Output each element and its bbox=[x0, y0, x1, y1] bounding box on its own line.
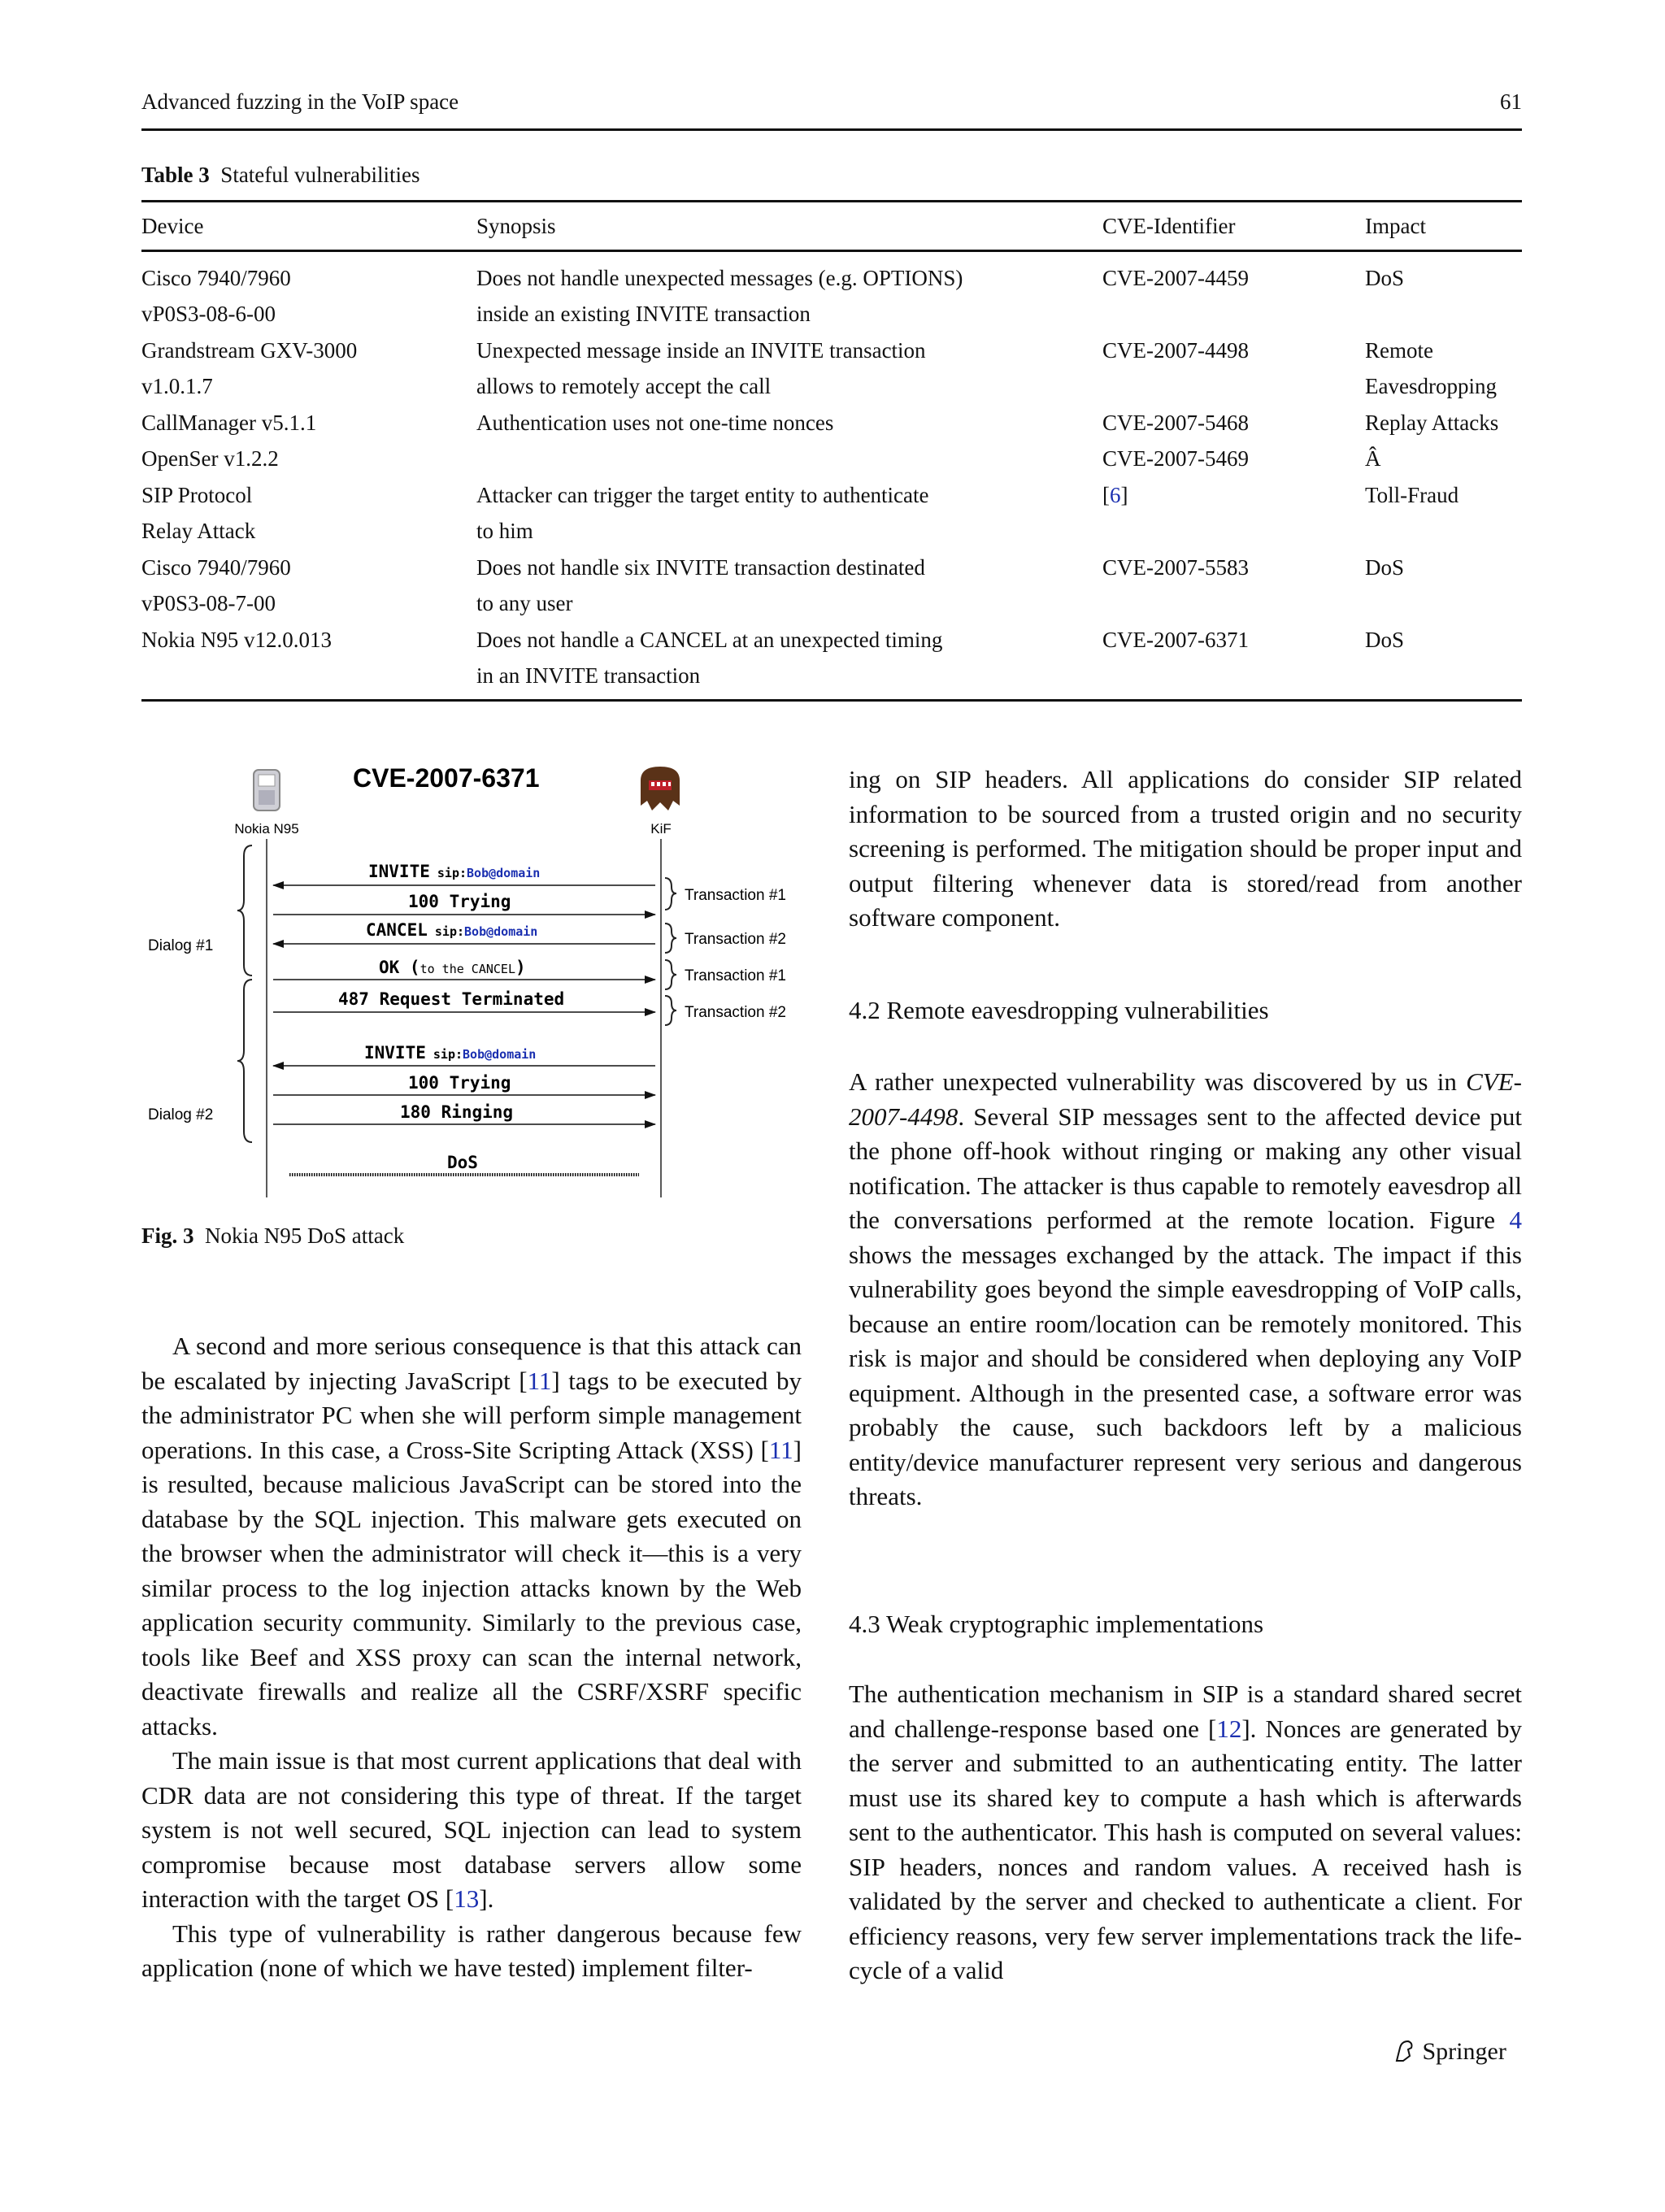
transaction-brace bbox=[665, 960, 676, 989]
table-cell: Relay Attack bbox=[141, 519, 256, 544]
msg-cancel: CANCEL sip:Bob@domain bbox=[366, 920, 538, 940]
vulnerability-table bbox=[141, 200, 1522, 702]
column-header: Device bbox=[141, 202, 476, 251]
msg-dos: DoS bbox=[447, 1153, 478, 1172]
citation-link[interactable]: 11 bbox=[768, 1435, 793, 1464]
table-cell: allows to remotely accept the call bbox=[476, 374, 772, 399]
paragraph: This type of vulnerability is rather dangerous because few application (none of which we have tested) implement filter- bbox=[141, 1919, 802, 1982]
right-column-intro bbox=[849, 763, 1522, 936]
table-cell bbox=[1102, 586, 1365, 623]
msg-invite-1: INVITE sip:Bob@domain bbox=[368, 862, 541, 881]
table-title: Stateful vulnerabilities bbox=[220, 163, 420, 187]
sip-dos-diagram bbox=[138, 752, 837, 1207]
msg-487: 487 Request Terminated bbox=[338, 989, 565, 1009]
table-cell: DoS bbox=[1365, 627, 1405, 652]
table-header-row bbox=[141, 202, 1522, 251]
table-cell: Grandstream GXV-3000 bbox=[141, 337, 358, 363]
table-row bbox=[141, 441, 1522, 478]
table-cell bbox=[1102, 514, 1365, 550]
table-cell: CVE-2007-4459 bbox=[1102, 265, 1249, 290]
table-row bbox=[141, 297, 1522, 333]
section-4-2-text bbox=[849, 1065, 1522, 1515]
table-caption bbox=[141, 163, 420, 188]
msg-ok: OK (to the CANCEL) bbox=[379, 958, 526, 977]
citation-link[interactable]: 12 bbox=[1216, 1714, 1242, 1743]
citation-link[interactable]: 6 bbox=[1110, 482, 1121, 507]
table-cell: inside an existing INVITE transaction bbox=[476, 302, 811, 327]
table-cell bbox=[1102, 658, 1365, 701]
dialog2-brace bbox=[237, 980, 252, 1142]
msg-trying-2: 100 Trying bbox=[408, 1073, 511, 1093]
paragraph: A rather unexpected vulnerability was discovered by us in CVE-2007-4498. Several SIP messages sent to the affected device put the phone off-hook without ringing or making any other visual notification. The attacker is thus capable to remotely eavesdrop all the conversations performed at the remote location. Figure 4 shows the messages exchanged by the attack. The impact if this vulnerability goes beyond the simple eavesdropping of VoIP calls, because an entire room/location can be remotely monitored. This risk is major and should be considered when deploying any VoIP equipment. Although in the presented case, a software error was probably the cause, such backdoors left by a malicious entity/device manufacturer represent very serious and dangerous threats. bbox=[849, 1067, 1522, 1510]
paragraph: ing on SIP headers. All applications do consider SIP related information to be sourced from a trusted origin and no security screening is performed. The mitigation should be proper input and output filtering whenever data is stored/read from another software component. bbox=[849, 765, 1522, 932]
paragraph: The authentication mechanism in SIP is a standard shared secret and challenge-response based one [12]. Nonces are generated by the server and submitted to an authenticating entity. The latter must use its shared key to compute a hash which is afterwards sent to the authenticator. This hash is computed on several values: SIP headers, nonces and random values. A received hash is validated by the server and checked to authenticate a client. For efficiency reasons, very few server implementations track the life-cycle of a valid bbox=[849, 1680, 1522, 1984]
running-title: Advanced fuzzing in the VoIP space bbox=[141, 89, 459, 114]
table-cell bbox=[1365, 514, 1522, 550]
table-row bbox=[141, 405, 1522, 441]
table-cell: v1.0.1.7 bbox=[141, 374, 213, 399]
table-cell bbox=[476, 441, 1102, 478]
msg-trying-1: 100 Trying bbox=[408, 892, 511, 911]
phone-icon bbox=[254, 770, 280, 810]
publisher-logo bbox=[1392, 2038, 1506, 2066]
table-cell bbox=[1365, 658, 1522, 701]
figure-link[interactable]: 4 bbox=[1509, 1206, 1522, 1234]
table-cell bbox=[1365, 297, 1522, 333]
table-cell bbox=[1102, 297, 1365, 333]
transaction-brace bbox=[665, 996, 676, 1025]
springer-horse-icon bbox=[1392, 2038, 1416, 2064]
citation-link[interactable]: 13 bbox=[454, 1884, 480, 1913]
table-cell: Does not handle a CANCEL at an unexpected timing bbox=[476, 627, 943, 652]
table-row bbox=[141, 332, 1522, 369]
transaction-label: Transaction #2 bbox=[685, 931, 786, 948]
section-heading: 4.2 Remote eavesdropping vulnerabilities bbox=[849, 996, 1269, 1024]
table-cell: Â bbox=[1365, 446, 1381, 472]
table-cell: OpenSer v1.2.2 bbox=[141, 446, 279, 472]
column-header: Synopsis bbox=[476, 202, 1102, 251]
table-cell: CVE-2007-5469 bbox=[1102, 446, 1249, 472]
table-cell: Unexpected message inside an INVITE transaction bbox=[476, 337, 926, 363]
figure-title: CVE-2007-6371 bbox=[353, 763, 540, 793]
table-row bbox=[141, 550, 1522, 586]
dialog1-brace bbox=[237, 845, 252, 976]
table-cell: Authentication uses not one-time nonces bbox=[476, 410, 834, 435]
table-row bbox=[141, 622, 1522, 658]
table-label: Table 3 bbox=[141, 163, 210, 187]
table-cell: to any user bbox=[476, 591, 573, 616]
table-cell bbox=[141, 658, 476, 701]
table-cell: SIP Protocol bbox=[141, 482, 253, 507]
left-entity-label: Nokia N95 bbox=[234, 821, 299, 837]
table-cell bbox=[1102, 369, 1365, 406]
table-cell: Remote bbox=[1365, 337, 1433, 363]
table-cell bbox=[1365, 586, 1522, 623]
transaction-label: Transaction #1 bbox=[685, 967, 786, 984]
paragraph: The main issue is that most current applications that deal with CDR data are not considering this type of threat. If the target system is not well secured, SQL injection can lead to system compromise because most database servers allow some interaction with the target OS [13]. bbox=[141, 1746, 802, 1913]
transaction-label: Transaction #1 bbox=[685, 887, 786, 904]
table-row bbox=[141, 658, 1522, 701]
table-row bbox=[141, 369, 1522, 406]
page-number: 61 bbox=[1500, 89, 1522, 114]
transaction-label: Transaction #2 bbox=[685, 1004, 786, 1021]
paragraph: A second and more serious consequence is that this attack can be escalated by injecting JavaScript [11] tags to be executed by the administrator PC when she will perform simple management operations. In this case, a Cross-Site Scripting Attack (XSS) [11] is resulted, because malicious JavaScript can be stored into the database by the SQL injection. This malware gets executed on the browser when the administrator will check it—this is a very similar process to the log injection attacks known by the Web application security community. Similarly to the previous case, tools like Beef and XSS proxy can scan the internal network, deactivate firewalls and realize all the CSRF/XSRF specific attacks. bbox=[141, 1332, 802, 1740]
table-cell: vP0S3-08-7-00 bbox=[141, 591, 276, 616]
table-cell: in an INVITE transaction bbox=[476, 658, 1102, 701]
citation-link[interactable]: 11 bbox=[527, 1366, 552, 1395]
table-cell: Does not handle six INVITE transaction destinated bbox=[476, 554, 925, 580]
left-column-text bbox=[141, 1329, 802, 1986]
table-cell: Replay Attacks bbox=[1365, 410, 1499, 435]
figure-caption bbox=[141, 1223, 404, 1249]
transaction-brace bbox=[665, 923, 676, 953]
table-cell-citation: [6] bbox=[1102, 482, 1128, 507]
figure-label: Fig. 3 bbox=[141, 1223, 194, 1248]
table-row bbox=[141, 586, 1522, 623]
table-cell: vP0S3-08-6-00 bbox=[141, 302, 276, 327]
table-cell: Does not handle unexpected messages (e.g. OPTIONS) bbox=[476, 265, 963, 290]
table-cell: Attacker can trigger the target entity to authenticate bbox=[476, 482, 929, 507]
dialog1-label: Dialog #1 bbox=[148, 937, 214, 954]
table-row bbox=[141, 251, 1522, 297]
table-cell: Eavesdropping bbox=[1365, 374, 1497, 399]
table-cell: CallManager v5.1.1 bbox=[141, 410, 317, 435]
table-cell: Nokia N95 v12.0.013 bbox=[141, 627, 332, 652]
msg-ringing: 180 Ringing bbox=[400, 1102, 514, 1122]
column-header: CVE-Identifier bbox=[1102, 202, 1365, 251]
table-cell: to him bbox=[476, 519, 533, 544]
section-heading: 4.3 Weak cryptographic implementations bbox=[849, 1610, 1264, 1638]
table-cell: DoS bbox=[1365, 554, 1405, 580]
table-cell: Cisco 7940/7960 bbox=[141, 554, 291, 580]
dialog2-label: Dialog #2 bbox=[148, 1106, 214, 1123]
table-row bbox=[141, 514, 1522, 550]
table-cell: CVE-2007-4498 bbox=[1102, 337, 1249, 363]
table-cell: Toll-Fraud bbox=[1365, 482, 1459, 507]
column-header: Impact bbox=[1365, 202, 1522, 251]
msg-invite-2: INVITE sip:Bob@domain bbox=[364, 1043, 537, 1063]
figure-caption-text: Nokia N95 DoS attack bbox=[205, 1223, 405, 1248]
table-cell: CVE-2007-5583 bbox=[1102, 554, 1249, 580]
transaction-brace bbox=[665, 878, 676, 910]
section-4-3-text bbox=[849, 1677, 1522, 1988]
table-cell: CVE-2007-6371 bbox=[1102, 627, 1249, 652]
right-entity-label: KiF bbox=[650, 821, 672, 837]
kif-mascot-icon bbox=[641, 767, 680, 810]
publisher-name: Springer bbox=[1422, 2038, 1506, 2065]
running-header bbox=[141, 86, 1522, 131]
table-cell: DoS bbox=[1365, 265, 1405, 290]
table-row bbox=[141, 477, 1522, 514]
table-cell: CVE-2007-5468 bbox=[1102, 410, 1249, 435]
table-cell: Cisco 7940/7960 bbox=[141, 265, 291, 290]
